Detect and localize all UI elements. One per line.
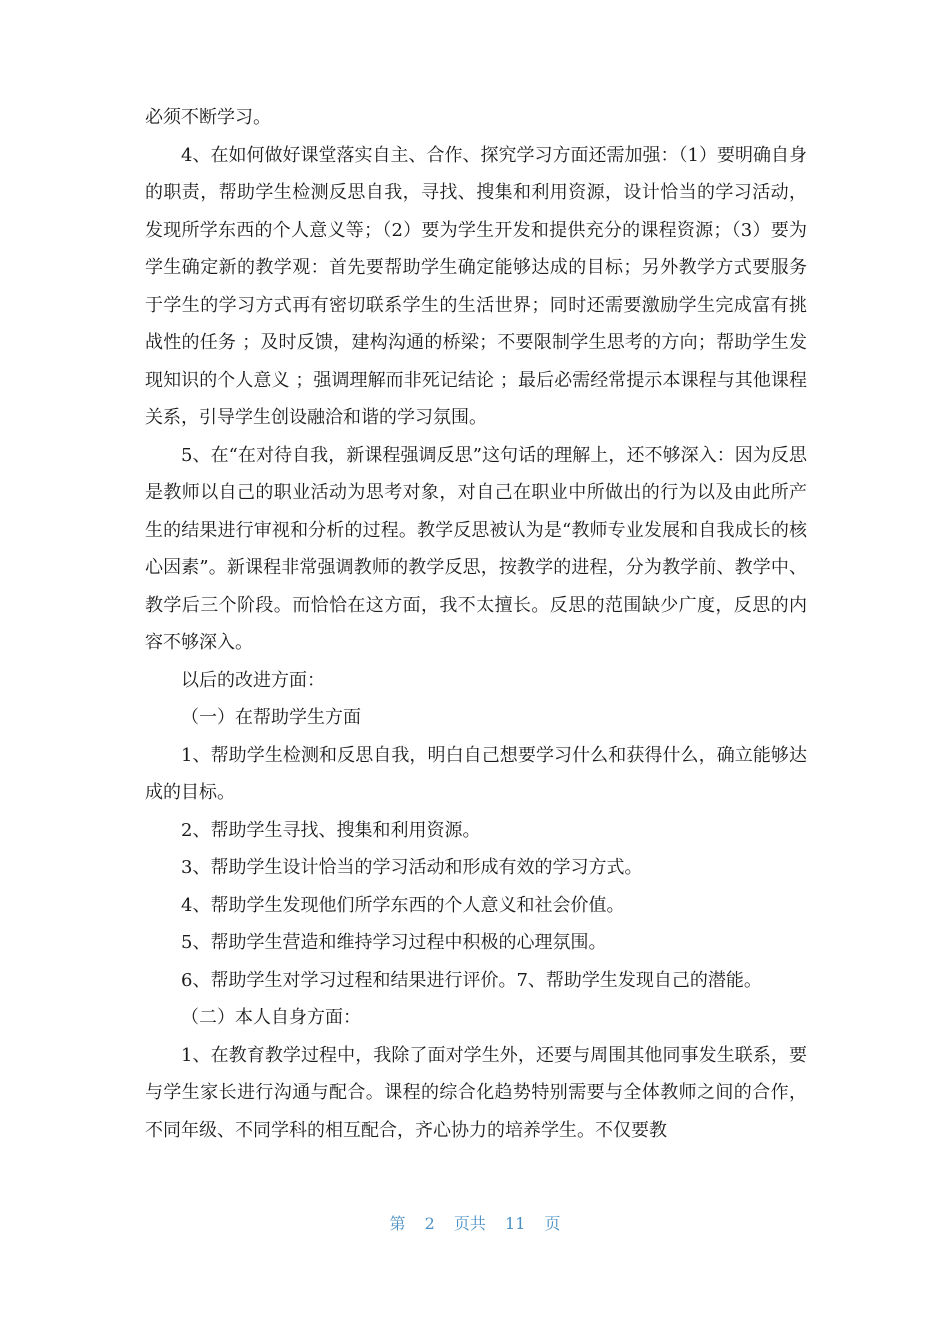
- student-item-3: 3、帮助学生设计恰当的学习活动和形成有效的学习方式。: [181, 857, 643, 878]
- page-footer: [0, 1211, 950, 1234]
- paragraph-item-4: 4、在如何做好课堂落实自主、合作、探究学习方面还需加强：（1）要明确自身的职责，帮助学生检测反思自我，寻找、搜集和利用资源，设计恰当的学习活动，发现所学东西的个人意义等；（2）要为学生开发和提供充分的课程资源；（3）要为学生确定新的教学观：首先要帮助学生确定能够达成的目标；另外教学方式要服务于学生的学习方式再有密切联系学生的生活世界；同时还需要激励学生完成富有挑战性的任务 ；及时反馈，建构沟通的桥梁；不要限制学生思考的方向；帮助学生发现知识的个人意义 ；强调理解而非死记结论 ；最后必需经常提示本课程与其他课程关系，引导学生创设融洽和谐的学习氛围。: [145, 144, 807, 428]
- improvement-heading: 以后的改进方面：: [181, 669, 325, 691]
- student-item-4: 4、帮助学生发现他们所学东西的个人意义和社会价值。: [181, 894, 625, 916]
- paragraph-continuation: 必须不断学习。: [145, 107, 271, 128]
- student-item-1: 1、帮助学生检测和反思自我，明白自己想要学习什么和获得什么，确立能够达成的目标。: [145, 744, 807, 803]
- student-item-2: 2、帮助学生寻找、搜集和利用资源。: [181, 819, 481, 841]
- student-item-5: 5、帮助学生营造和维持学习过程中积极的心理氛围。: [181, 932, 607, 953]
- section-heading-students: （一）在帮助学生方面: [181, 707, 361, 728]
- document-body: [145, 99, 807, 1149]
- paragraph-item-5: 5、在“在对待自我，新课程强调反思”这句话的理解上，还不够深入：因为反思是教师以自己的职业活动为思考对象，对自己在职业中所做出的行为以及由此所产生的结果进行审视和分析的过程。教学反思被认为是“教师专业发展和自我成长的核心因素”。新课程非常强调教师的教学反思，按教学的进程，分为教学前、教学中、教学后三个阶段。而恰恰在这方面，我不太擅长。反思的范围缺少广度，反思的内容不够深入。: [145, 444, 807, 653]
- footer-label-before: 第: [389, 1214, 406, 1233]
- student-item-6-7: 6、帮助学生对学习过程和结果进行评价。7、帮助学生发现自己的潜能。: [181, 969, 762, 991]
- page-number: 2: [424, 1214, 435, 1233]
- self-item-1: 1、在教育教学过程中，我除了面对学生外，还要与周围其他同事发生联系，要与学生家长进行沟通与配合。课程的综合化趋势特别需要与全体教师之间的合作，不同年级、不同学科的相互配合，齐心协力的培养学生。不仅要教: [145, 1044, 807, 1141]
- footer-label-middle: 页共: [453, 1214, 486, 1233]
- page-total: 11: [505, 1214, 526, 1233]
- footer-label-after: 页: [544, 1214, 561, 1233]
- section-heading-self: （二）本人自身方面：: [181, 1007, 361, 1028]
